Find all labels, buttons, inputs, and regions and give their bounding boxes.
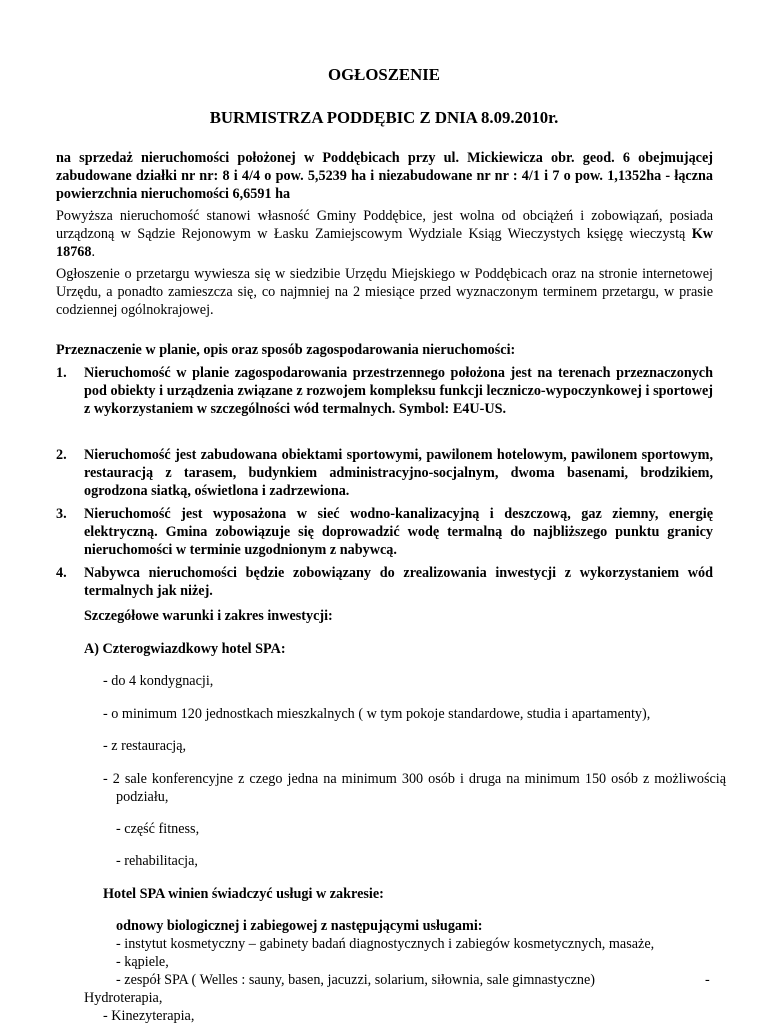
list-item-text: Nabywca nieruchomości będzie zobowiązany do zrealizowania inwestycji z wykorzystaniem wód termalnych jak niżej. (84, 565, 713, 599)
list-item-number: 1. (56, 365, 67, 381)
service-line: - instytut kosmetyczny – gabinety badań diagnostycznych i zabiegów kosmetycznych, masaże, (116, 936, 655, 952)
document-title: OGŁOSZENIE (328, 65, 440, 84)
list-item-text: Nieruchomość jest wyposażona w sieć wodno-kanalizacyjną i deszczową, gaz ziemny, energię elektryczną. Gmina zobowiązuje się doprowadzić wodę termalną do najbliższego punktu granicy nieruchomości w terminie uzgodnionym z nabywcą. (84, 506, 713, 558)
ownership-text: Powyższa nieruchomość stanowi własność Gminy Poddębice, jest wolna od obciążeń i zobowiązań, posiada urządzoną w Sądzie Rejonowym w Łasku Zamiejscowym Wydziale Ksiąg Wieczystych księgę wieczystą (56, 208, 713, 242)
ownership-end: . (91, 244, 96, 260)
service-line-dash: - (705, 972, 710, 988)
condition-line: - do 4 kondygnacji, (103, 673, 214, 689)
condition-line: - z restauracją, (103, 738, 187, 754)
condition-line: - o minimum 120 jednostkach mieszkalnych ( w tym pokoje standardowe, studia i apartamenty), (103, 706, 651, 722)
services-subtitle: odnowy biologicznej i zabiegowej z następującymi usługami: (116, 918, 483, 934)
service-line: - Kinezyterapia, (103, 1008, 195, 1024)
service-line: - kąpiele, (116, 954, 169, 970)
service-line: Hydroterapia, (84, 990, 163, 1006)
conditions-title: Szczegółowe warunki i zakres inwestycji: (84, 608, 333, 624)
ownership-paragraph (56, 207, 713, 261)
section-title: Przeznaczenie w planie, opis oraz sposób zagospodarowania nieruchomości: (56, 342, 516, 358)
list-item-text: Nieruchomość w planie zagospodarowania przestrzennego położona jest na terenach przeznaczonych pod obiekty i urządzenia związane z rozwojem kompleksu funkcji leczniczo-wypoczynkowej i sportowej z wykorzystaniem w szczególności wód termalnych. Symbol: E4U-US. (84, 365, 713, 417)
list-item-number: 2. (56, 447, 67, 463)
services-title: Hotel SPA winien świadczyć usługi w zakresie: (103, 886, 384, 902)
service-line: - zespół SPA ( Welles : sauny, basen, jacuzzi, solarium, siłownia, sale gimnastyczne) (116, 972, 596, 988)
land-register-number: Kw 18768 (56, 226, 713, 260)
sale-subject: na sprzedaż nieruchomości położonej w Poddębicach przy ul. Mickiewicza obr. geod. 6 obejmującej zabudowane działki nr nr: 8 i 4/4 o pow. 5,5239 ha i niezabudowane nr nr : 4/1 i 7 o pow. 1,1352ha - łączna powierzchnia nieruchomości 6,6591 ha (56, 150, 713, 202)
condition-line: - część fitness, (116, 821, 200, 837)
list-item-number: 4. (56, 565, 67, 581)
list-item-text: Nieruchomość jest zabudowana obiektami sportowymi, pawilonem hotelowym, pawilonem sportowym, restauracją z tarasem, budynkiem administracyjno-socjalnym, dwoma basenami, brodzikiem, ogrodzona siatką, oświetlona i zadrzewiona. (84, 447, 713, 499)
condition-line: - 2 sale konferencyjne z czego jedna na minimum 300 osób i druga na minimum 150 osób z możliwością podziału, (103, 771, 726, 805)
condition-line: - rehabilitacja, (116, 853, 198, 869)
hotel-title: A) Czterogwiazdkowy hotel SPA: (84, 641, 286, 657)
list-item-number: 3. (56, 506, 67, 522)
document-subtitle: BURMISTRZA PODDĘBIC Z DNIA 8.09.2010r. (209, 108, 559, 127)
publication-paragraph: Ogłoszenie o przetargu wywiesza się w siedzibie Urzędu Miejskiego w Poddębicach oraz na stronie internetowej Urzędu, a ponadto zamieszcza się, co najmniej na 2 miesiące przed wyznaczonym terminem przetargu, w prasie codziennej ogólnokrajowej. (56, 266, 713, 318)
